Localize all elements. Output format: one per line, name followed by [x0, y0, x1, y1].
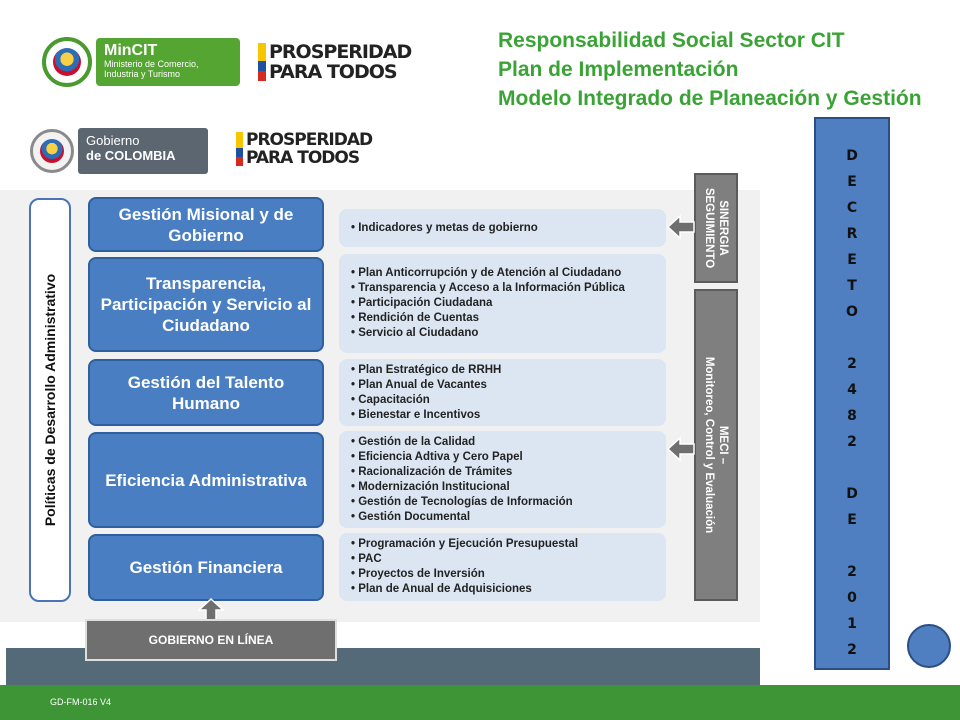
list-item: • Programación y Ejecución Presupuestal [351, 538, 579, 550]
page-title-line-1: Responsabilidad Social Sector CIT [498, 29, 845, 52]
mincit-name: MinCIT [104, 42, 158, 59]
decree-letter: E [847, 512, 857, 528]
gobierno-colombia-logo [30, 126, 212, 176]
policy-list-efficiency [339, 431, 666, 528]
list-item: • Bienestar e Incentivos [351, 408, 481, 421]
mincit-subtitle: Ministerio de Comercio, Industria y Turismo [104, 59, 199, 79]
decree-letter: D [846, 486, 858, 502]
decree-letter: O [846, 304, 858, 320]
decree-letter: 2 [847, 642, 857, 658]
mincit-brand-box [96, 38, 240, 86]
policy-box-talent: Gestión del Talento Humano [88, 359, 324, 426]
gobierno-brand-box [78, 128, 208, 174]
list-item: • Gestión Documental [351, 510, 471, 523]
colombia-coat-of-arms-icon [30, 129, 74, 173]
policies-label: Políticas de Desarrollo Administrativo [42, 273, 58, 527]
decree-letter: 2 [847, 356, 857, 372]
list-item: • Plan de Anual de Adquisiciones [351, 583, 532, 595]
arrow-left-icon [666, 434, 696, 464]
decree-letter: D [846, 148, 858, 164]
list-item: • Modernización Institucional [351, 480, 510, 493]
list-item: • Plan Anticorrupción y de Atención al Ciudadano [351, 267, 622, 279]
policy-list-finance [339, 533, 666, 601]
gobierno-en-linea-box: GOBIERNO EN LÍNEA [85, 619, 337, 661]
policy-box-efficiency: Eficiencia Administrativa [88, 432, 324, 528]
list-item: • Gestión de la Calidad [351, 435, 476, 448]
sinergia-label: SINERGIA SEGUIMIENTO [703, 187, 729, 269]
prosperidad-line2: PARA TODOS [246, 148, 360, 168]
colombia-coat-of-arms-icon [42, 37, 92, 87]
decree-letter: 8 [847, 408, 857, 424]
decree-letter: C [846, 200, 858, 216]
decree-letter: 2 [847, 434, 857, 450]
decree-letter: E [847, 252, 857, 268]
decree-letter: T [847, 278, 857, 294]
policy-list-transparency [339, 254, 666, 353]
mincit-logo [42, 36, 240, 88]
meci-label: MECI – Monitoreo, Control y Evaluación [703, 356, 729, 534]
arrow-left-icon [666, 212, 696, 242]
list-item: • Eficiencia Adtiva y Cero Papel [351, 450, 523, 463]
list-item: • Capacitación [351, 393, 430, 406]
list-item: • Plan Anual de Vacantes [351, 378, 487, 391]
page-title-line-2: Plan de Implementación [498, 58, 739, 81]
prosperidad-line1: PROSPERIDAD [246, 130, 373, 150]
list-item: • Plan Estratégico de RRHH [351, 363, 502, 376]
footer-document-code: GD-FM-016 V4 [50, 697, 112, 707]
page-title-line-3: Modelo Integrado de Planeación y Gestión [498, 87, 922, 110]
list-item: • Servicio al Ciudadano [351, 327, 479, 339]
prosperidad-line1: PROSPERIDAD [269, 41, 412, 63]
policy-list-mission [339, 209, 666, 247]
list-item: • Rendición de Cuentas [351, 312, 479, 324]
policy-box-transparency: Transparencia, Participación y Servicio al Ciudadano [88, 257, 324, 352]
list-item: • Gestión de Tecnologías de Información [351, 495, 573, 508]
decree-letter: 0 [847, 590, 857, 606]
policy-list-talent [339, 359, 666, 426]
gobierno-line2: de COLOMBIA [86, 148, 176, 163]
colombia-flag-stripe-icon [258, 43, 266, 81]
list-item: • PAC [351, 553, 382, 565]
decree-letter: E [847, 174, 857, 190]
gobierno-line1: Gobierno [86, 133, 140, 148]
list-item: • Transparencia y Acceso a la Información Pública [351, 282, 625, 294]
decree-letter: 1 [847, 616, 857, 632]
decree-letter: 2 [847, 564, 857, 580]
list-item: • Proyectos de Inversión [351, 568, 485, 580]
policy-box-finance: Gestión Financiera [88, 534, 324, 601]
prosperidad-logo-diagram [236, 131, 372, 167]
decree-column [814, 117, 890, 670]
list-item: • Racionalización de Trámites [351, 465, 513, 478]
policy-box-mission: Gestión Misional y de Gobierno [88, 197, 324, 252]
navigation-circle-button[interactable] [907, 624, 951, 668]
prosperidad-line2: PARA TODOS [269, 61, 397, 83]
prosperidad-logo-top [258, 42, 411, 82]
decree-letter: 4 [847, 382, 857, 398]
footer-bar [0, 685, 960, 720]
list-item: • Participación Ciudadana [351, 297, 493, 309]
colombia-flag-stripe-icon [236, 132, 243, 166]
decree-letter: R [846, 226, 858, 242]
list-item: • Indicadores y metas de gobierno [351, 221, 538, 234]
